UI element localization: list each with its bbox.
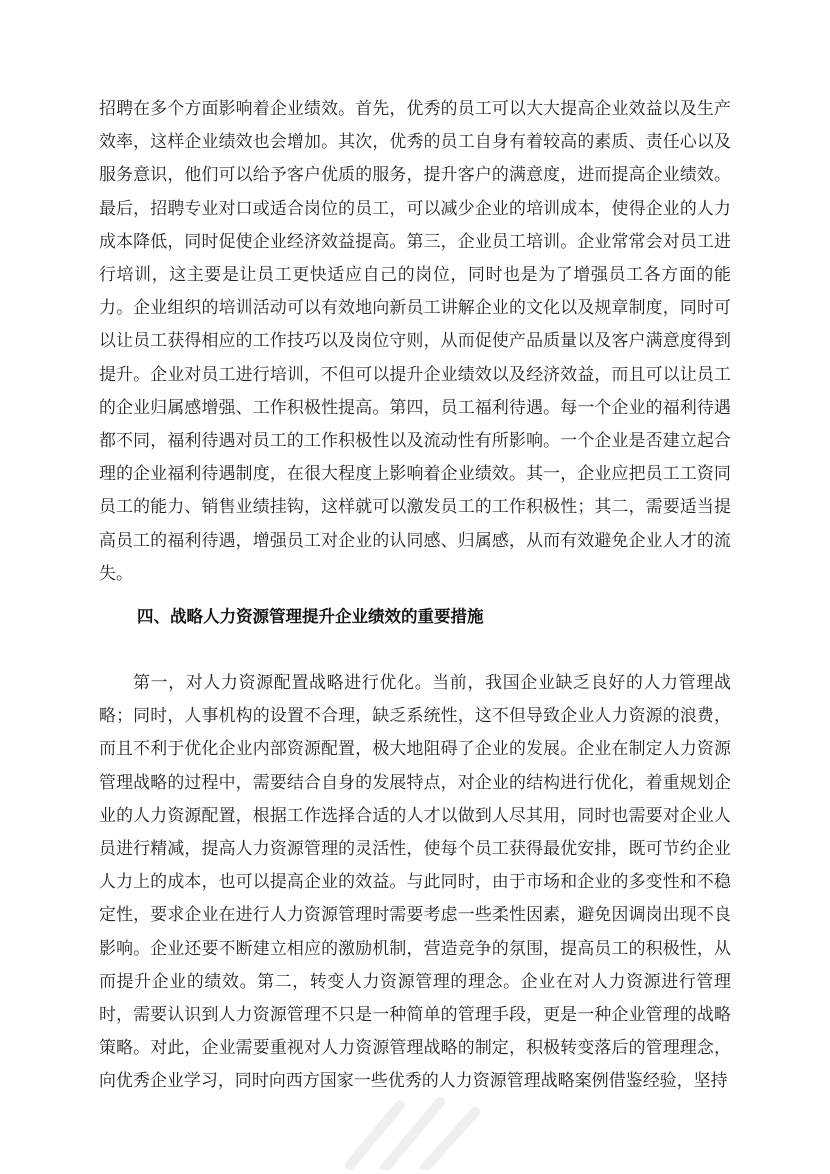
stamp-watermark-icon (330, 1090, 490, 1170)
body-paragraph-2: 第一，对人力资源配置战略进行优化。当前，我国企业缺乏良好的人力管理战略；同时，人事机构的设置不合理，缺乏系统性，这不但导致企业人力资源的浪费，而且不利于优化企业内部资源配置，极大地阻碍了企业的发展。企业在制定人力资源管理战略的过程中，需要结合自身的发展特点，对企业的结构进行优化，着重规划企业的人力资源配置，根据工作选择合适的人才以做到人尽其用，同时也需要对企业人员进行精减，提高人力资源管理的灵活性，使每个员工获得最优安排，既可节约企业人力上的成本，也可以提高企业的效益。与此同时，由于市场和企业的多变性和不稳定性，要求企业在进行人力资源管理时需要考虑一些柔性因素，避免因调岗出现不良影响。企业还要不断建立相应的激励机制，营造竞争的氛围，提高员工的积极性，从而提升企业的绩效。第二，转变人力资源管理的理念。企业在对人力资源进行管理时，需要认识到人力资源管理不只是一种简单的管理手段，更是一种企业管理的战略策略。对此，企业需要重视对人力资源管理战略的制定，积极转变落后的管理理念，向优秀企业学习，同时向西方国家一些优秀的人力资源管理战略案例借鉴经验，坚持 (99, 672, 731, 1091)
body-paragraph-1: 招聘在多个方面影响着企业绩效。首先，优秀的员工可以大大提高企业效益以及生产效率，这样企业绩效也会增加。其次，优秀的员工自身有着较高的素质、责任心以及服务意识，他们可以给予客户优质的服务，提升客户的满意度，进而提高企业绩效。最后，招聘专业对口或适合岗位的员工，可以减少企业的培训成本，使得企业的人力成本降低，同时促使企业经济效益提高。第三，企业员工培训。企业常常会对员工进行培训，这主要是让员工更快适应自己的岗位，同时也是为了增强员工各方面的能力。企业组织的培训活动可以有效地向新员工讲解企业的文化以及规章制度，同时可以让员工获得相应的工作技巧以及岗位守则，从而促使产品质量以及客户满意度得到提升。企业对员工进行培训，不但可以提升企业绩效以及经济效益，而且可以让员工的企业归属感增强、工作积极性提高。第四，员工福利待遇。每一个企业的福利待遇都不同，福利待遇对员工的工作积极性以及流动性有所影响。一个企业是否建立起合理的企业福利待遇制度，在很大程度上影响着企业绩效。其一，企业应把员工工资同员工的能力、销售业绩挂钩，这样就可以激发员工的工作积极性；其二，需要适当提高员工的福利待遇，增强员工对企业的认同感、归属感，从而有效避免企业人才的流失。 (99, 98, 731, 583)
section-heading: 四、战略人力资源管理提升企业绩效的重要措施 (137, 607, 484, 626)
